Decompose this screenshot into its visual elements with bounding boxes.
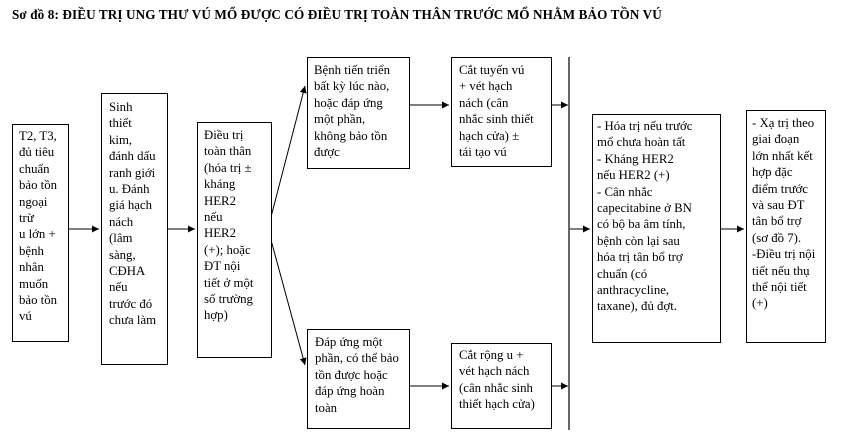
box-systemic (197, 122, 272, 358)
box-adjuvant-text: - Hóa trị nếu trước mổ chưa hoàn tất - Kháng HER2 nếu HER2 (+) - Cân nhắc capecitabine ở BN có bộ ba âm tính, bệnh còn lại sau hóa trị tân bổ trợ chuẩn (có anthracycline, taxane), đủ đợt. (597, 119, 693, 314)
box-partial-response-text: Đáp ứng một phần, có thể bảo tồn được hoặc đáp ứng hoàn toàn (315, 335, 399, 415)
arrow-systemic-to-progression (271, 86, 305, 217)
box-biopsy-text: Sinh thiết kim, đánh dấu ranh giới u. Đánh giá hạch nách (lâm sàng, CĐHA nếu trước đó chưa làm (109, 100, 157, 328)
box-partial-response (307, 329, 410, 429)
box-indication-text: T2, T3, đủ tiêu chuẩn bảo tồn ngoại trừ u lớn + bệnh nhân muốn bảo tồn vú (19, 129, 58, 324)
box-progression (307, 57, 410, 169)
box-progression-text: Bệnh tiến triển bất kỳ lúc nào, hoặc đáp ứng một phần, không bảo tồn được (314, 63, 391, 160)
box-indication (12, 124, 69, 342)
box-mastectomy (451, 57, 552, 167)
box-wide-excision (451, 343, 552, 429)
box-systemic-text: Điều trị toàn thân (hóa trị ± kháng HER2 nếu HER2 (+); hoặc ĐT nội tiết ở một số trường hợp) (204, 128, 254, 323)
box-biopsy (101, 93, 168, 365)
box-wide-excision-text: Cắt rộng u + vét hạch nách (cân nhắc sinh thiết hạch cửa) (459, 348, 535, 412)
box-adjuvant (592, 114, 721, 343)
box-mastectomy-text: Cắt tuyến vú + vét hạch nách (cân nhắc sinh thiết hạch cửa) ± tái tạo vú (459, 63, 534, 160)
diagram-title: Sơ đồ 8: ĐIỀU TRỊ UNG THƯ VÚ MỔ ĐƯỢC CÓ ĐIỀU TRỊ TOÀN THÂN TRƯỚC MỔ NHẰM BẢO TỒN VÚ (12, 7, 662, 22)
box-radiation (746, 110, 826, 343)
box-radiation-text: - Xạ trị theo giai đoạn lớn nhất kết hợp đặc điểm trước và sau ĐT tân bổ trợ (sơ đồ 7). -Điều trị nội tiết nếu thụ thể nội tiết (+) (752, 116, 816, 311)
arrow-systemic-to-partial-response (271, 240, 305, 365)
